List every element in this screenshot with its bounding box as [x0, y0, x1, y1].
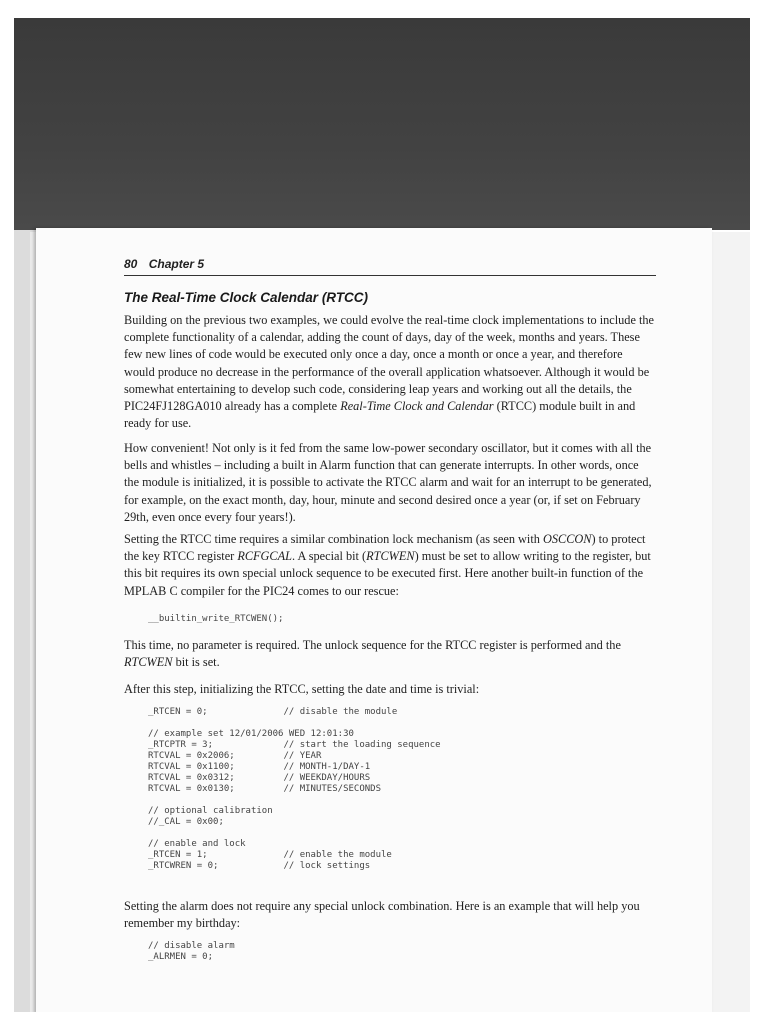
text-run: This time, no parameter is required. The unlock sequence for the RTCC register is performed and the: [124, 638, 621, 652]
section-title: The Real-Time Clock Calendar (RTCC): [124, 290, 369, 305]
running-header: [124, 257, 656, 276]
code-builtin-write: __builtin_write_RTCWEN();: [148, 614, 284, 624]
page-right-edge: [710, 232, 750, 1012]
text-run: . A special bit (: [292, 549, 367, 564]
text-run: ) must be set to allow writing to the register, but this bit requires its own special unlock sequence to be executed first. Here another built-in function of the MPLAB C compiler for the PIC24 comes to our rescue:: [124, 549, 651, 598]
text-run: Setting the RTCC time requires a similar combination lock mechanism (as seen with: [124, 532, 543, 546]
text-run: (RTCC) module built in and ready for use.: [124, 399, 636, 431]
emphasis: RCFGCAL: [237, 549, 292, 564]
paragraph-intro: [124, 312, 656, 432]
scan-bottom-margin: [14, 1012, 754, 1024]
page-number: 80: [124, 257, 138, 271]
text-run: ) to protect the key RTCC register: [124, 532, 646, 564]
paragraph-alarm: Setting the alarm does not require any special unlock combination. Here is an example that will help you remember my birthday:: [124, 899, 640, 931]
paragraph-no-parameter: [124, 637, 656, 671]
code-rtcc-init: _RTCEN = 0; // disable the module // example set 12/01/2006 WED 12:01:30 _RTCPTR = 3; // start the loading sequence RTCVAL = 0x2006; // YEAR RTCVAL = 0x1100; // MONTH-1/DAY-1 RTCVAL = 0x0312; // WEEKDAY/HOURS RTCVAL = 0x0130; // MINUTES/SECONDS // optional calibration //_CAL = 0x00; // enable and lock _RTCEN = 1; // enable the module _RTCWREN = 0; // lock settings: [148, 707, 441, 871]
emphasis: OSCCON: [542, 532, 592, 546]
scanner-shadow-band: [14, 18, 750, 230]
emphasis: Real-Time Clock and Calendar: [340, 399, 494, 414]
paragraph-lock-mechanism: [124, 531, 656, 600]
emphasis: RTCWEN: [366, 549, 415, 564]
code-disable-alarm: // disable alarm _ALRMEN = 0;: [148, 941, 235, 962]
paragraph-convenient: How convenient! Not only is it fed from the same low-power secondary oscillator, but it comes with all the bells and whistles – including a built in Alarm function that can generate interrupts. In other words, once the module is initialized, it is possible to activate the RTCC alarm and wait for an interrupt to be generated, for example, on the exact month, day, hour, minute and second desired once a year (or, if set on February 29th, even once every four years!).: [124, 441, 652, 524]
chapter-label: Chapter 5: [148, 257, 205, 271]
text-run: bit is set.: [172, 655, 220, 670]
text-run: Building on the previous two examples, we could evolve the real-time clock implementations to include the complete functionality of a calendar, adding the count of days, day of the week, months and years. These few new lines of code would be executed only once a day, once a month or once a year, and therefore would produce no decrease in the performance of the overall application whatsoever. Although it would be somewhat entertaining to develop such code, considering leap years and working out all the details, the PIC24FJ128GA010 already has a complete: [124, 313, 654, 414]
paragraph-after-step: After this step, initializing the RTCC, setting the date and time is trivial:: [124, 682, 480, 696]
emphasis: RTCWEN: [124, 655, 173, 670]
